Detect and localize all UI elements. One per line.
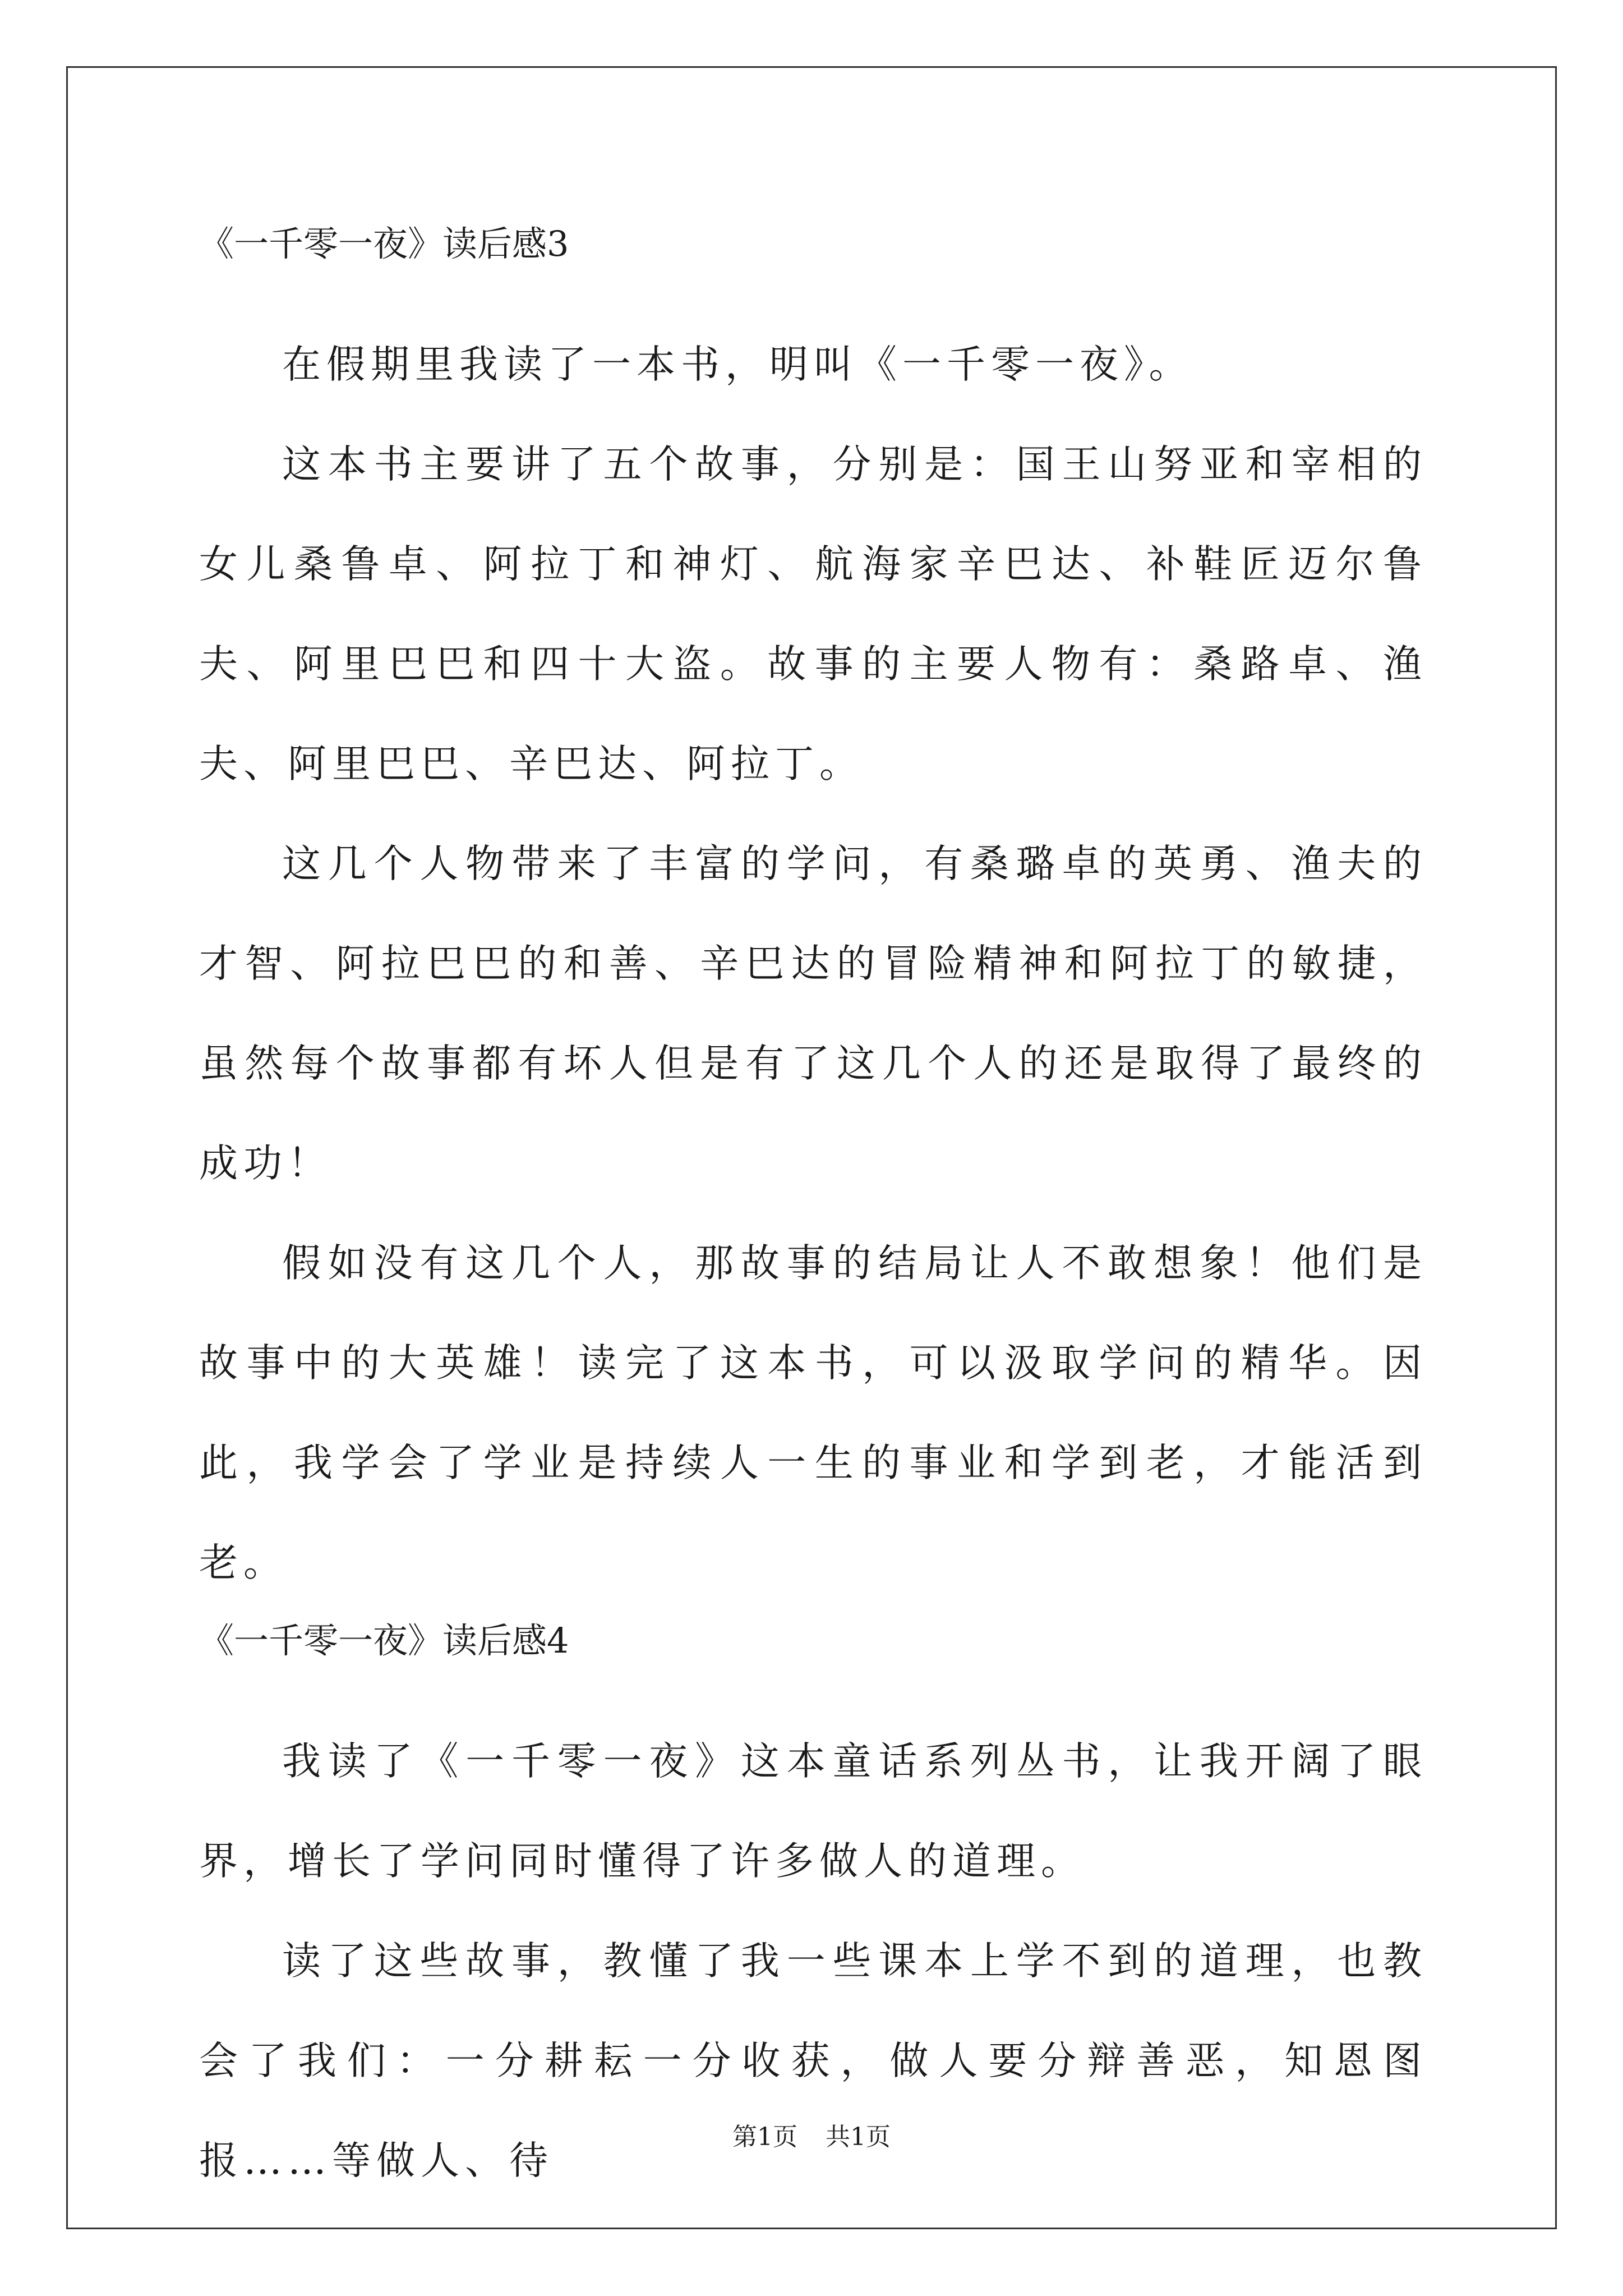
page-footer: [0, 2120, 1623, 2154]
paragraph: 假如没有这几个人，那故事的结局让人不敢想象！他们是故事中的大英雄！读完了这本书，可以汲取学问的精华。因此，我学会了学业是持续人一生的事业和学到老，才能活到老。: [199, 1241, 1427, 1585]
paragraph: 读了这些故事，教懂了我一些课本上学不到的道理，也教会了我们：一分耕耘一分收获，做人要分辩善恶，知恩图报……等做人、待: [199, 1939, 1427, 2183]
page-number: 第1页: [732, 2123, 797, 2151]
paragraph: 这几个人物带来了丰富的学问，有桑璐卓的英勇、渔夫的才智、阿拉巴巴的和善、辛巴达的冒险精神和阿拉丁的敏捷，虽然每个故事都有坏人但是有了这几个人的还是取得了最终的成功！: [199, 841, 1427, 1186]
section-heading-1: 《一千零一夜》读后感3: [199, 223, 569, 264]
paragraph: 这本书主要讲了五个故事，分别是：国王山努亚和宰相的女儿桑鲁卓、阿拉丁和神灯、航海家辛巴达、补鞋匠迈尔鲁夫、阿里巴巴和四十大盗。故事的主要人物有：桑路卓、渔夫、阿里巴巴、辛巴达、阿拉丁。: [199, 442, 1427, 786]
paragraph: 我读了《一千零一夜》这本童话系列丛书，让我开阔了眼界，增长了学问同时懂得了许多做人的道理。: [199, 1739, 1427, 1884]
page-total: 共1页: [826, 2123, 891, 2151]
section-heading-2: 《一千零一夜》读后感4: [199, 1620, 569, 1661]
paragraph: 在假期里我读了一本书，明叫《一千零一夜》。: [282, 342, 1193, 387]
document-body: [199, 216, 1427, 2211]
